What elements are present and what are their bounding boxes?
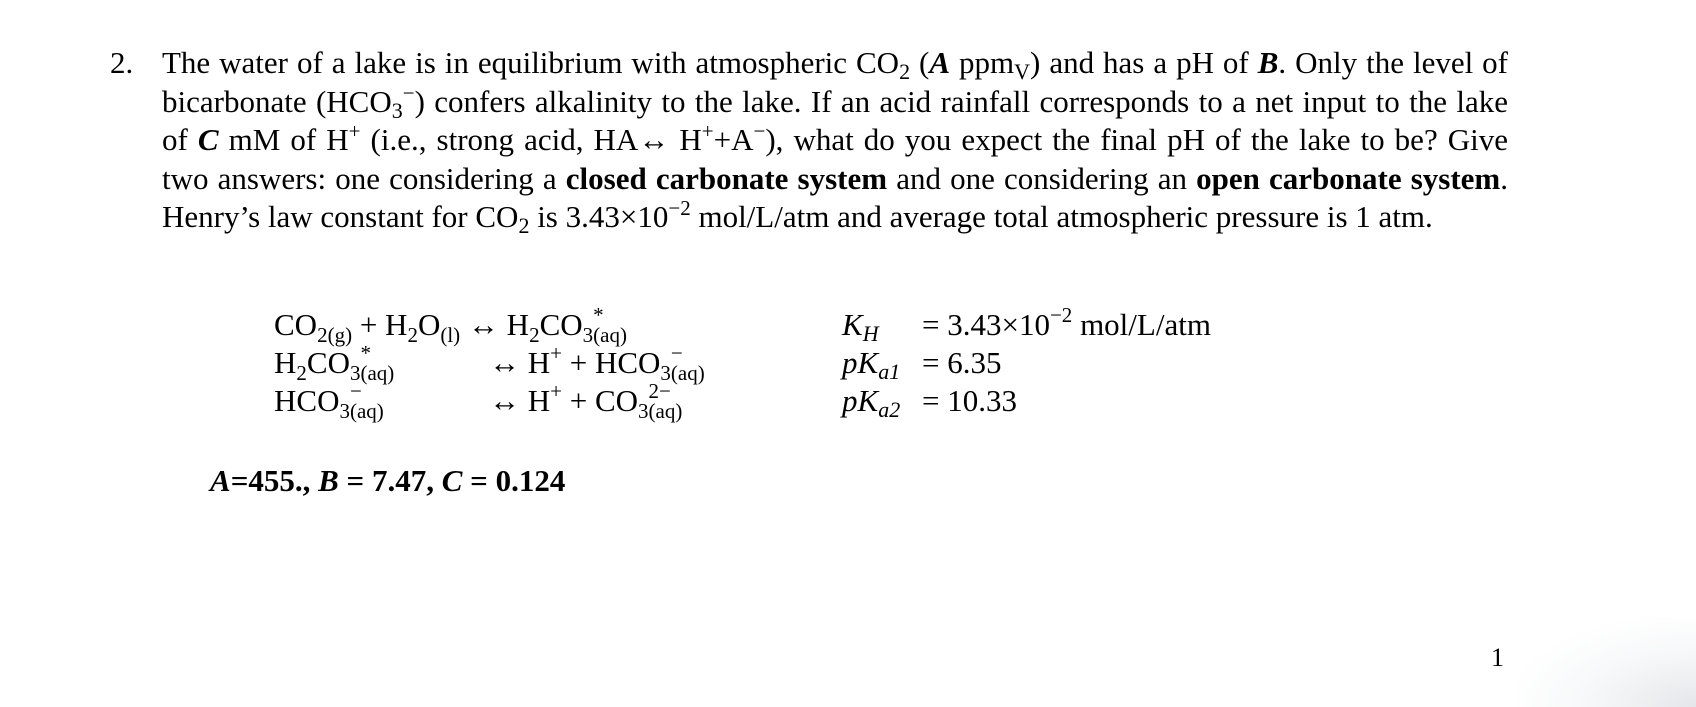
page-corner-shadow [1516, 617, 1696, 707]
equilibrium-arrow: ↔ [489, 345, 528, 380]
equation-row-1: $CO_{2(g)} + H_2O_{(l)}$ ↔ $H_2CO_3^*_{(aq)}$ [274, 303, 627, 347]
variable-a: A [929, 45, 951, 80]
henry-constant: $K_H = 3.43\times 10^{-2}$ mol/L/atm [842, 303, 1211, 346]
problem-number: 2. [110, 45, 134, 80]
page-number: 1 [1491, 643, 1504, 672]
equation-row-2: $H_2CO_3^*_{(aq)}$ ↔ $H^+ + HCO_3^-_{(aq)}$ [274, 341, 705, 385]
given-values: A=455., B = 7.47, C = 0.124 [210, 463, 566, 498]
pka1-constant: $pK_{a1} = 6.35$ [842, 345, 1002, 384]
equilibrium-arrow: ↔ [489, 383, 528, 418]
variable-c: C [197, 122, 219, 157]
equilibrium-constants [842, 303, 1211, 422]
problem-statement: The water of a lake is in equilibrium with atmospheric $CO_2$ (A ppm$_V$) and has a pH of B. Only the level of bicarbonate $(HCO_3^-)$ confers alkalinity to the lake. If an acid rainfall corresponds to a net input to the lake of C mM of H+ (i.e., strong acid, HA↔ H++A−), what do you expect the final pH of the lake to be? Give two answers: one considering a closed carbonate system and one considering an open carbonate system. Henry’s law constant for $CO_2$ is $3.43\times 10^{-2}$ mol/L/atm and average total atmospheric pressure is 1 atm. [162, 45, 1509, 238]
pka2-constant: $pK_{a2} = 10.33$ [842, 383, 1017, 422]
open-system-emphasis: open carbonate system [1196, 160, 1501, 196]
equation-row-3: $HCO_3^-_{(aq)}$ ↔ $H^+ + CO_3^{2-}_{(aq)}$ [274, 379, 683, 423]
variable-b: B [1257, 45, 1279, 80]
equilibrium-arrow: ↔ [460, 307, 507, 342]
closed-system-emphasis: closed carbonate system [565, 160, 888, 196]
equilibrium-equations [274, 303, 705, 423]
